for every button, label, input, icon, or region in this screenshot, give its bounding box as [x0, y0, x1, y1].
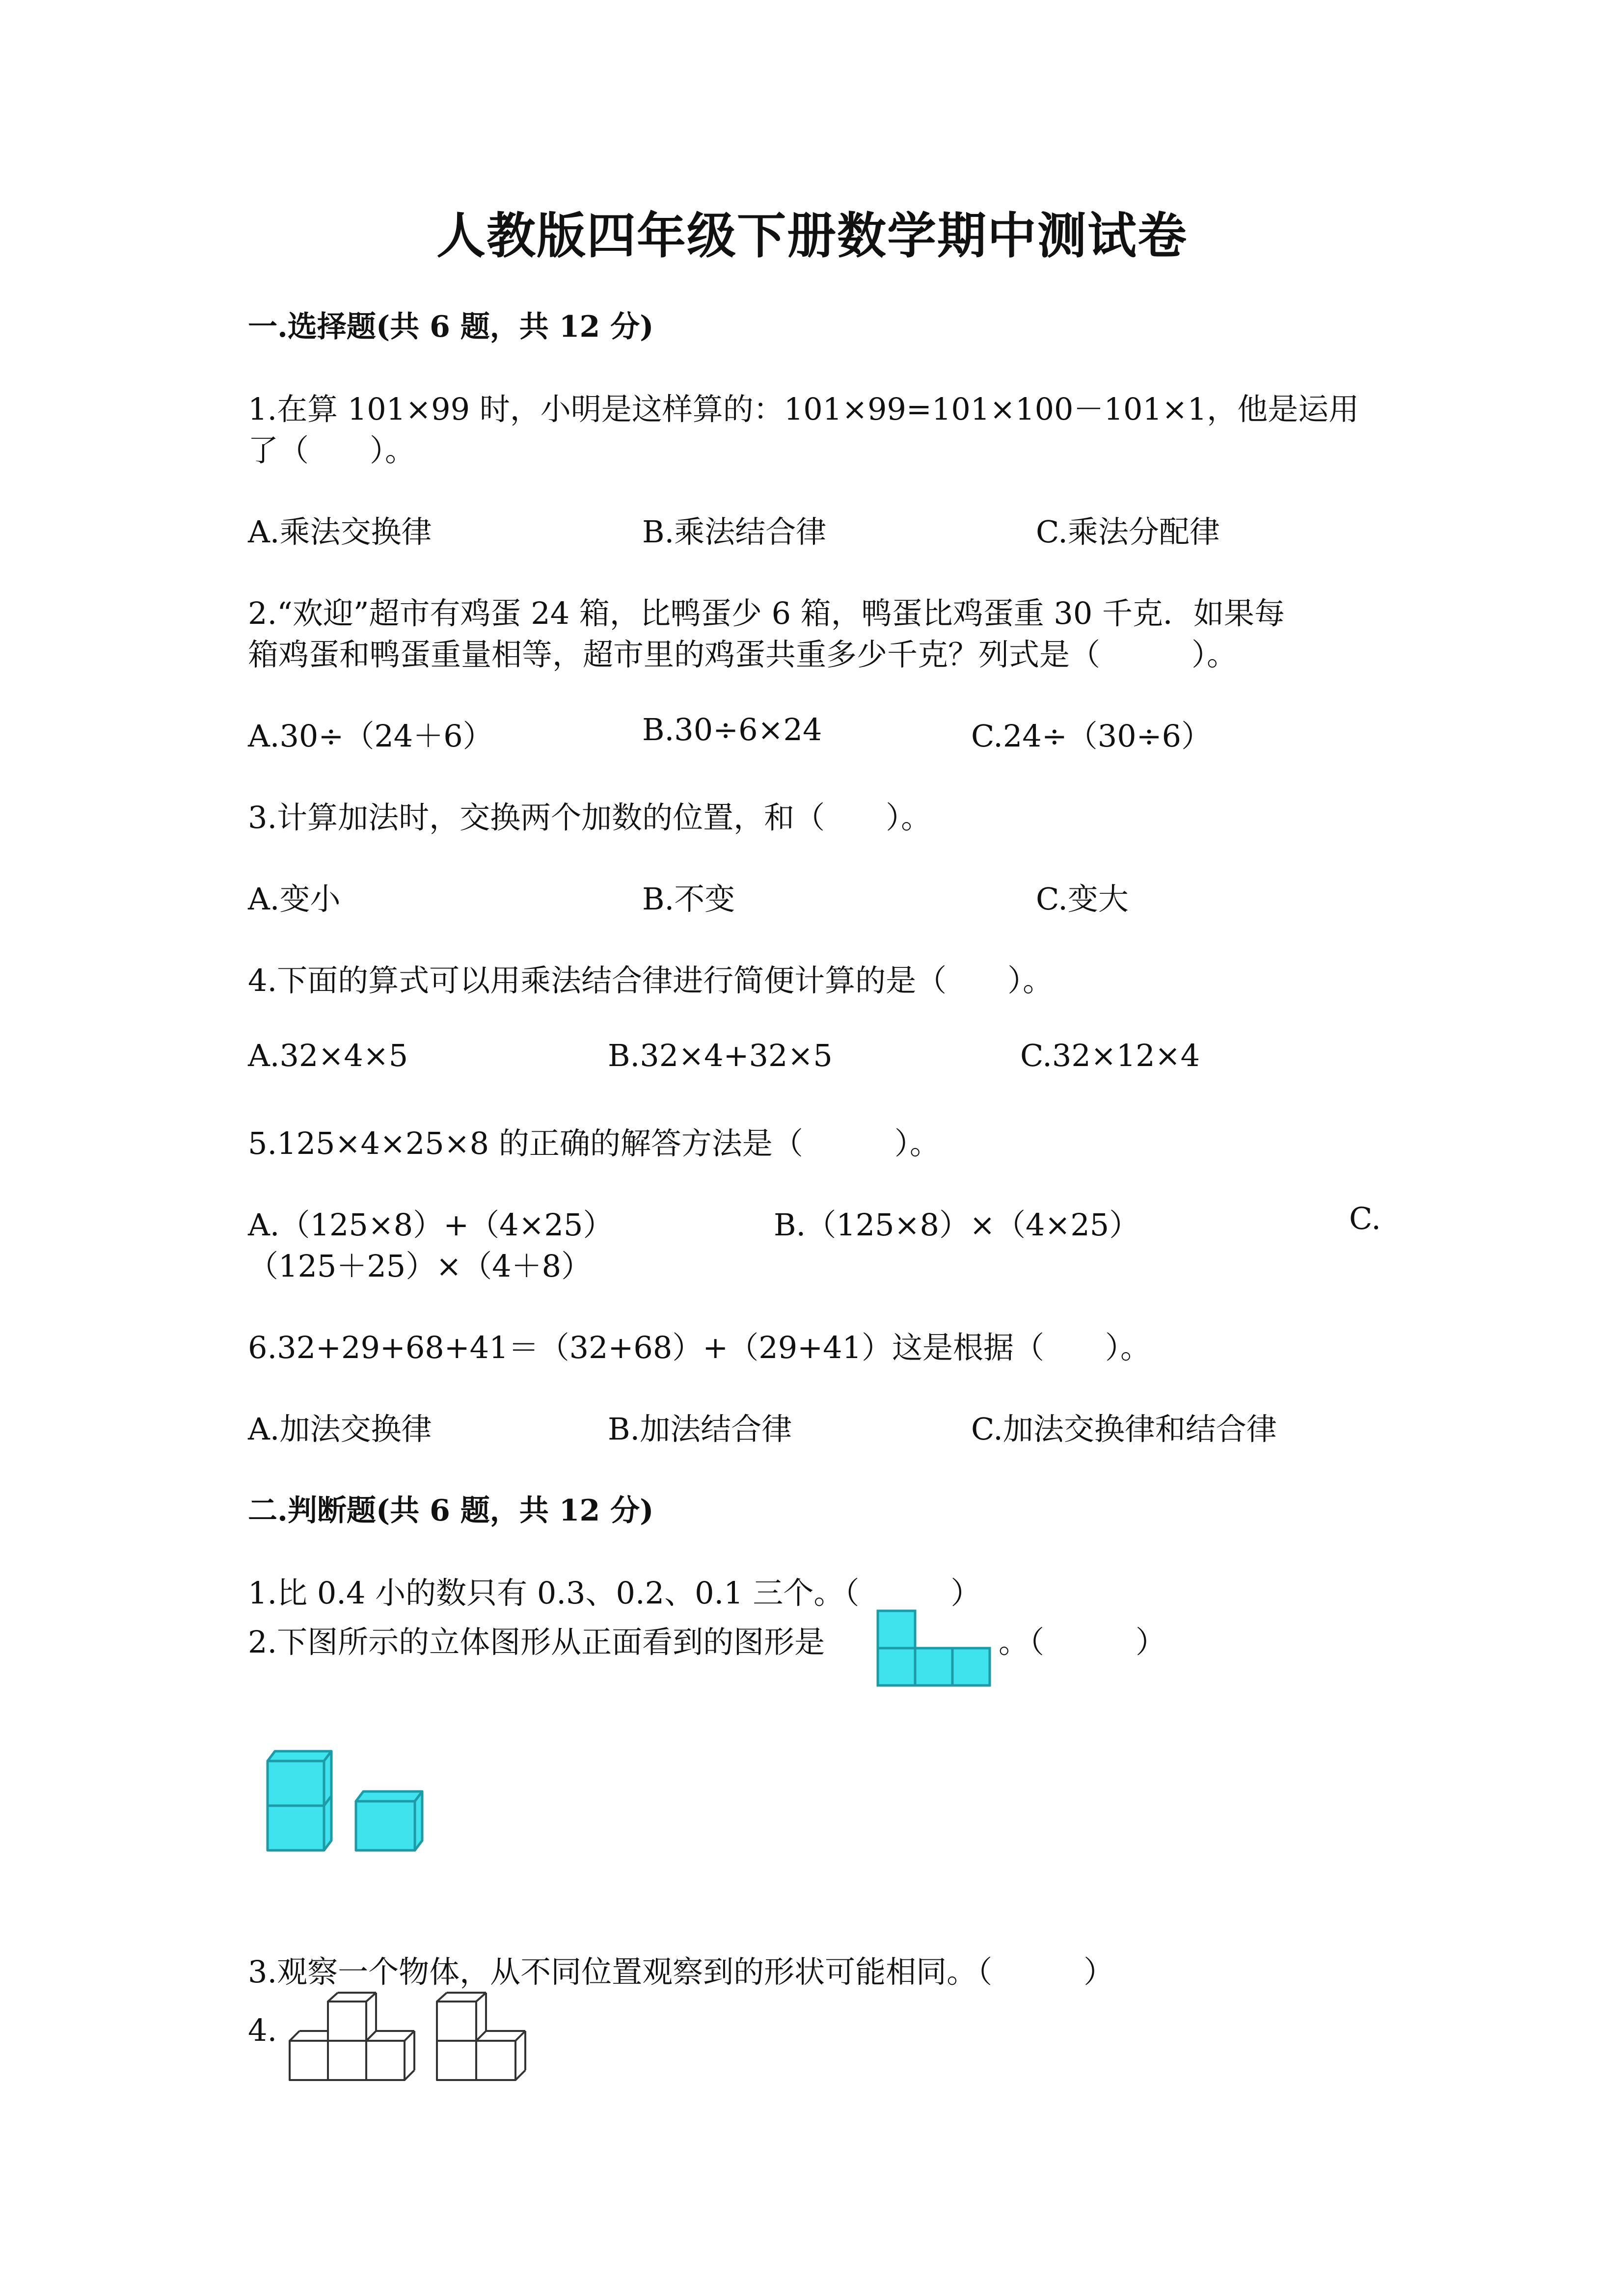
- question-2-option-a[interactable]: A.30÷（24＋6）: [248, 718, 493, 754]
- question-6-option-c[interactable]: C.加法交换律和结合律: [971, 1411, 1277, 1447]
- front-view-square-bottom-2: [915, 1648, 952, 1685]
- judgement-question-1: 1.比 0.4 小的数只有 0.3、0.2、0.1 三个。（ ）: [248, 1575, 981, 1611]
- question-5-option-c[interactable]: C.: [1349, 1201, 1381, 1236]
- front-view-square-top: [878, 1611, 915, 1648]
- question-2-option-c[interactable]: C.24÷（30÷6）: [971, 718, 1212, 754]
- question-3-option-a[interactable]: A.变小: [248, 881, 341, 917]
- cubes-3d-figure: [265, 1747, 432, 1855]
- question-3-option-b[interactable]: B.不变: [642, 881, 735, 917]
- question-5-line-1: 5.125×4×25×8 的正确的解答方法是（ ）。: [248, 1125, 940, 1161]
- left-cube-drawing: [290, 1993, 414, 2080]
- judgement-question-4-number: 4.: [248, 2012, 277, 2048]
- question-1-line-2: 了（ ）。: [248, 432, 416, 468]
- front-view-figure: [877, 1610, 995, 1688]
- question-1-option-c[interactable]: C.乘法分配律: [1036, 514, 1220, 550]
- stacked-cubes: [268, 1751, 331, 1850]
- question-1-option-a[interactable]: A.乘法交换律: [248, 514, 432, 550]
- section-heading-judgement: 二.判断题(共 6 题，共 12 分): [248, 1494, 654, 1528]
- question-5-option-a[interactable]: A.（125×8）+（4×25）: [248, 1207, 614, 1243]
- judgement-question-2-bracket: 。（ ）: [999, 1624, 1166, 1660]
- question-4-line-1: 4.下面的算式可以用乘法结合律进行简便计算的是（ ）。: [248, 962, 1054, 998]
- question-2-option-b[interactable]: B.30÷6×24: [642, 712, 822, 748]
- question-4-option-b[interactable]: B.32×4+32×5: [608, 1038, 833, 1073]
- question-1-option-b[interactable]: B.乘法结合律: [642, 514, 827, 550]
- question-5-option-b[interactable]: B.（125×8）×（4×25）: [774, 1207, 1140, 1243]
- section-heading-choice: 一.选择题(共 6 题，共 12 分): [248, 310, 654, 344]
- question-5-option-c-text: （125＋25）×（4＋8）: [248, 1248, 592, 1284]
- front-view-square-bottom-1: [878, 1648, 915, 1685]
- question-4-option-c[interactable]: C.32×12×4: [1020, 1038, 1200, 1073]
- single-cube: [356, 1791, 422, 1850]
- question-2-line-1: 2.“欢迎”超市有鸡蛋 24 箱，比鸭蛋少 6 箱，鸭蛋比鸡蛋重 30 千克．如果每: [248, 595, 1285, 631]
- right-cube-drawing: [437, 1993, 525, 2080]
- question-3-line-1: 3.计算加法时，交换两个加数的位置，和（ ）。: [248, 800, 932, 835]
- question-4-cube-drawings: [287, 1992, 533, 2090]
- question-6-option-b[interactable]: B.加法结合律: [608, 1411, 792, 1447]
- front-view-square-bottom-3: [952, 1648, 990, 1685]
- judgement-question-3: 3.观察一个物体，从不同位置观察到的形状可能相同。（ ）: [248, 1954, 1114, 1990]
- question-3-option-c[interactable]: C.变大: [1036, 881, 1129, 917]
- judgement-question-2-text: 2.下图所示的立体图形从正面看到的图形是: [248, 1624, 825, 1660]
- question-6-line-1: 6.32+29+68+41＝（32+68）+（29+41）这是根据（ ）。: [248, 1330, 1151, 1365]
- page-title: 人教版四年级下册数学期中测试卷: [436, 207, 1188, 265]
- question-1-line-1: 1.在算 101×99 时，小明是这样算的：101×99=101×100－101×1，他是运用: [248, 391, 1359, 427]
- question-2-line-2: 箱鸡蛋和鸭蛋重量相等，超市里的鸡蛋共重多少千克？列式是（ ）。: [248, 637, 1238, 672]
- question-4-option-a[interactable]: A.32×4×5: [248, 1038, 408, 1073]
- question-6-option-a[interactable]: A.加法交换律: [248, 1411, 432, 1447]
